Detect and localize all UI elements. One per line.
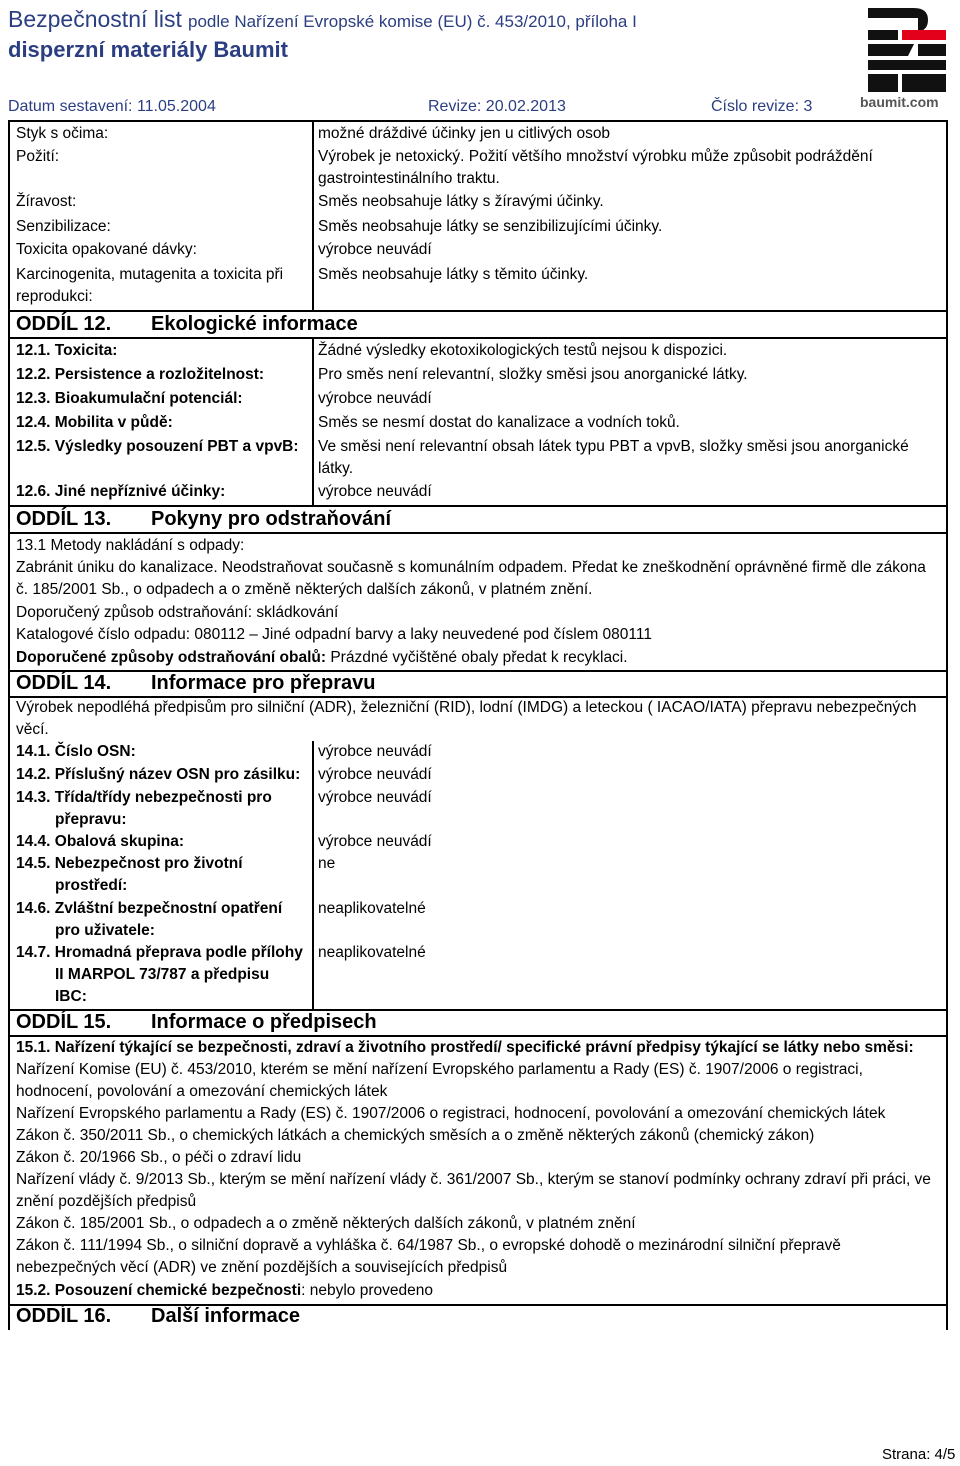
section-13-heading: ODDÍL 13. Pokyny pro odstraňování xyxy=(16,508,392,530)
s14-label: 14.3. Třída/třídy nebezpečnosti pro xyxy=(16,789,272,806)
tox-label: Styk s očima: xyxy=(16,125,109,142)
s12-value: Směs se nesmí dostat do kanalizace a vodních toků. xyxy=(318,414,680,431)
tox-value: Směs neobsahuje látky s těmito účinky. xyxy=(318,266,589,283)
section-12-heading: ODDÍL 12. Ekologické informace xyxy=(16,313,358,335)
s15-line: znění pozdějších předpisů xyxy=(16,1193,197,1210)
s13-packaging: Doporučené způsoby odstraňování obalů: Prázdné vyčištěné obaly předat k recyklaci. xyxy=(16,649,628,666)
s14-label: 14.5. Nebezpečnost pro životní xyxy=(16,855,243,872)
tox-label: Karcinogenita, mutagenita a toxicita při xyxy=(16,266,284,283)
s15-line: Zákon č. 20/1966 Sb., o péči o zdraví lidu xyxy=(16,1149,302,1166)
s13-line: 13.1 Metody nakládání s odpady: xyxy=(16,537,245,554)
s15-line: hodnocení, povolování a omezování chemických látek xyxy=(16,1083,388,1100)
column-divider xyxy=(312,337,314,505)
column-divider xyxy=(312,741,314,1009)
s15-assessment: 15.2. Posouzení chemické bezpečnosti: nebylo provedeno xyxy=(16,1282,433,1299)
logo-url: baumit.com xyxy=(860,94,939,110)
revize-date: Revize: 20.02.2013 xyxy=(428,98,566,115)
s12-value-cont: látky. xyxy=(318,460,354,477)
s14-value: neaplikovatelné xyxy=(318,944,426,961)
s13-line: Katalogové číslo odpadu: 080112 – Jiné odpadní barvy a laky neuvedené pod číslem 080111 xyxy=(16,626,652,643)
s14-value: výrobce neuvádí xyxy=(318,833,432,850)
s14-value: výrobce neuvádí xyxy=(318,743,432,760)
document-title: Bezpečnostní list podle Nařízení Evropské komise (EU) č. 453/2010, příloha I xyxy=(8,6,637,32)
section-15-heading: ODDÍL 15. Informace o předpisech xyxy=(16,1011,377,1033)
s15-line: nebezpečných věcí (ADR) ve znění pozdějších a souvisejících předpisů xyxy=(16,1259,508,1276)
s14-value: výrobce neuvádí xyxy=(318,766,432,783)
s14-label-cont: pro uživatele: xyxy=(55,922,155,939)
s13-line: Zabránit úniku do kanalizace. Neodstraňovat současně s komunálním odpadem. Předat ke zneškodnění oprávněné firmě dle zákona xyxy=(16,559,926,576)
s13-line: č. 185/2001 Sb., o odpadech a o změně některých dalších zákonů, v platném znění. xyxy=(16,581,593,598)
s14-label: 14.2. Příslušný název OSN pro zásilku: xyxy=(16,766,301,783)
s12-value: Ve směsi není relevantní obsah látek typu PBT a vpvB, složky směsi jsou anorganické xyxy=(318,438,909,455)
product-name: disperzní materiály Baumit xyxy=(8,37,288,62)
tox-value: výrobce neuvádí xyxy=(318,241,432,258)
s14-label: 14.1. Číslo OSN: xyxy=(16,743,136,760)
s14-label-cont: prostředí: xyxy=(55,877,128,894)
s12-label: 12.4. Mobilita v půdě: xyxy=(16,414,173,431)
s14-intro: Výrobek nepodléhá předpisům pro silniční (ADR), železniční (RID), lodní (IMDG) a leteckou ( IACAO/IATA) přepravu nebezpečných xyxy=(16,699,917,716)
tox-label-cont: reprodukci: xyxy=(16,288,93,305)
tox-label: Toxicita opakované dávky: xyxy=(16,241,197,258)
column-divider xyxy=(312,122,314,310)
s15-line: Nařízení Evropského parlamentu a Rady (ES) č. 1907/2006 o registraci, hodnocení, povolování a omezování chemických látek xyxy=(16,1105,886,1122)
tox-value: Výrobek je netoxický. Požití většího množství výrobku může způsobit podráždění xyxy=(318,148,873,165)
s12-label: 12.2. Persistence a rozložitelnost: xyxy=(16,366,265,383)
section-14-heading: ODDÍL 14. Informace pro přepravu xyxy=(16,672,376,694)
s15-heading-line: 15.1. Nařízení týkající se bezpečnosti, zdraví a životního prostředí/ specifické právní předpisy týkající se látky nebo směsi: xyxy=(16,1039,914,1056)
page-number: Strana: 4/5 xyxy=(882,1446,956,1463)
s14-label: 14.4. Obalová skupina: xyxy=(16,833,184,850)
s14-label: 14.6. Zvláštní bezpečnostní opatření xyxy=(16,900,283,917)
s12-value: Pro směs není relevantní, složky směsi jsou anorganické látky. xyxy=(318,366,748,383)
s14-label-cont: přepravu: xyxy=(55,811,127,828)
s12-value: výrobce neuvádí xyxy=(318,390,432,407)
s14-label-cont: IBC: xyxy=(55,988,87,1005)
s12-label: 12.5. Výsledky posouzení PBT a vpvB: xyxy=(16,438,299,455)
datum-sestaveni: Datum sestavení: 11.05.2004 xyxy=(8,98,216,115)
baumit-logo-icon xyxy=(862,4,954,96)
s15-line: Zákon č. 185/2001 Sb., o odpadech a o změně některých dalších zákonů, v platném znění xyxy=(16,1215,636,1232)
tox-value: možné dráždivé účinky jen u citlivých osob xyxy=(318,125,611,142)
s14-label-cont: II MARPOL 73/787 a předpisu xyxy=(55,966,270,983)
s15-line: Nařízení Komise (EU) č. 453/2010, kterém se mění nařízení Evropského parlamentu a Rady (ES) č. 1907/2006 o registraci, xyxy=(16,1061,863,1078)
revision-number: Číslo revize: 3 xyxy=(711,98,813,115)
tox-value-cont: gastrointestinálního traktu. xyxy=(318,170,500,187)
s14-value: neaplikovatelné xyxy=(318,900,426,917)
s13-line: Doporučený způsob odstraňování: skládkování xyxy=(16,604,339,621)
section-divider xyxy=(10,337,946,339)
s14-intro-cont: věcí. xyxy=(16,721,49,738)
s14-value: výrobce neuvádí xyxy=(318,789,432,806)
s12-value: výrobce neuvádí xyxy=(318,483,432,500)
s15-line: Zákon č. 350/2011 Sb., o chemických látkách a chemických směsích a o změně některých zákonů (chemický zákon) xyxy=(16,1127,815,1144)
s12-label: 12.1. Toxicita: xyxy=(16,342,118,359)
s12-value: Žádné výsledky ekotoxikologických testů nejsou k dispozici. xyxy=(318,342,728,359)
section-16-heading: ODDÍL 16. Další informace xyxy=(16,1305,300,1327)
s14-label: 14.7. Hromadná přeprava podle přílohy xyxy=(16,944,303,961)
s15-line: Nařízení vlády č. 9/2013 Sb., kterým se mění nařízení vlády č. 361/2007 Sb., kterým se stanoví podmínky ochrany zdraví při práci, ve xyxy=(16,1171,931,1188)
section-divider xyxy=(10,532,946,534)
tox-label: Žíravost: xyxy=(16,193,77,210)
tox-label: Požití: xyxy=(16,148,60,165)
tox-value: Směs neobsahuje látky se senzibilizujícími účinky. xyxy=(318,218,663,235)
section-divider xyxy=(10,310,946,312)
s12-label: 12.3. Bioakumulační potenciál: xyxy=(16,390,243,407)
section-divider xyxy=(10,505,946,507)
s12-label: 12.6. Jiné nepříznivé účinky: xyxy=(16,483,226,500)
tox-label: Senzibilizace: xyxy=(16,218,111,235)
s15-line: Zákon č. 111/1994 Sb., o silniční dopravě a vyhláška č. 64/1987 Sb., o evropské dohodě o mezinárodní silniční přepravě xyxy=(16,1237,841,1254)
tox-value: Směs neobsahuje látky s žíravými účinky. xyxy=(318,193,604,210)
s14-value: ne xyxy=(318,855,336,872)
